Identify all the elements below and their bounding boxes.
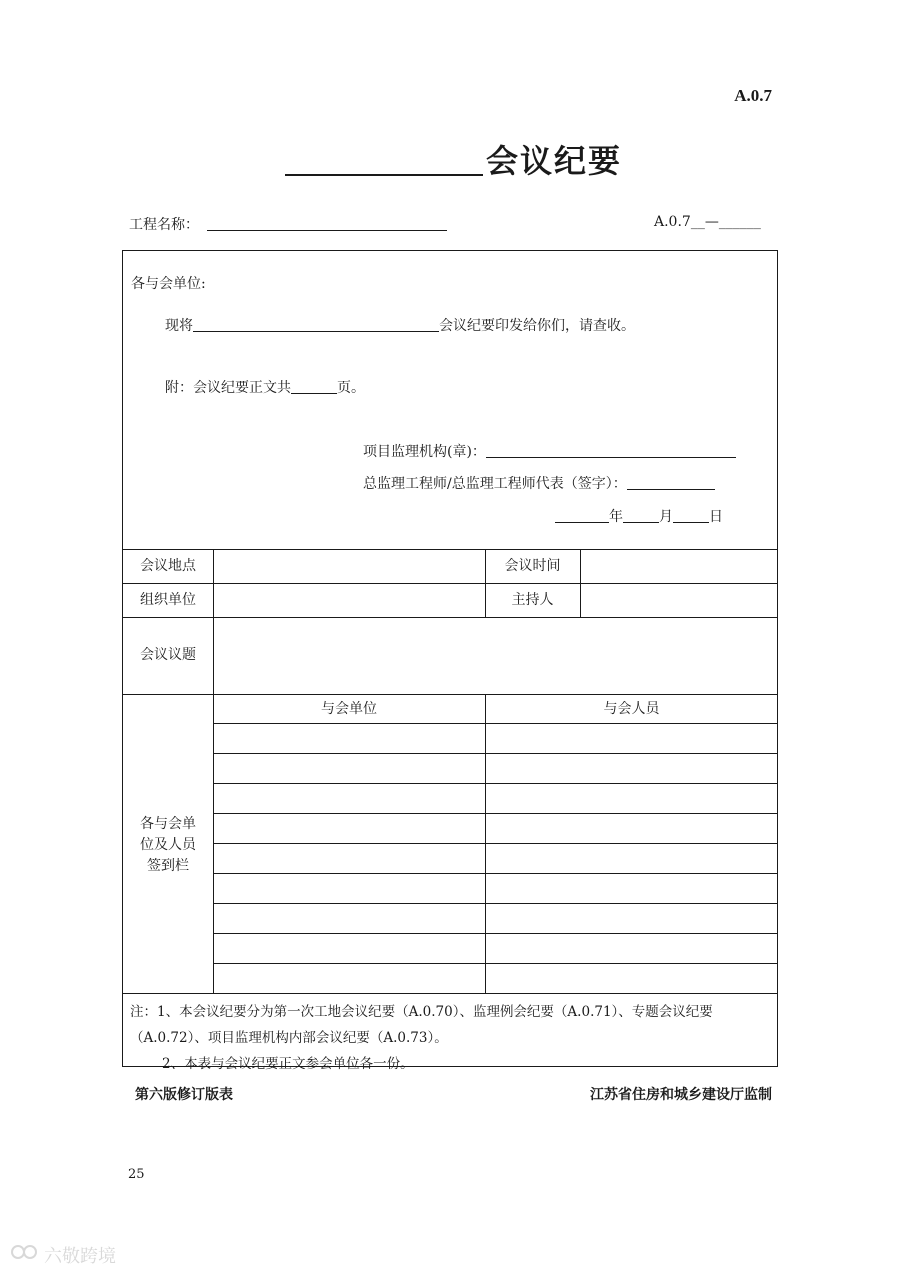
table-rule (123, 549, 778, 550)
signin-rule (213, 873, 778, 874)
signin-label-line: 各与会单 (140, 816, 196, 832)
attach-prefix: 附：会议纪要正文共 (165, 380, 291, 396)
day-blank (673, 508, 709, 523)
engineer-blank (627, 475, 715, 490)
issue-suffix: 会议纪要印发给你们，请查收。 (439, 318, 635, 334)
agency-label: 项目监理机构(章)： (363, 444, 486, 460)
time-label: 会议时间 (504, 558, 561, 574)
project-name-label: 工程名称： (129, 217, 199, 233)
signin-rule (213, 903, 778, 904)
signin-label-line: 位及人员 (140, 837, 196, 853)
label-column-rule (213, 549, 214, 993)
engineer-label: 总监理工程师/总监理工程师代表（签字）： (363, 476, 627, 492)
watermark-text: 六敬跨境 (44, 1245, 116, 1267)
signin-rule (213, 783, 778, 784)
signin-rule (213, 933, 778, 934)
attach-suffix: 页。 (337, 380, 365, 396)
table-rule (123, 993, 778, 994)
signin-label (123, 814, 213, 877)
signin-column-rule (485, 694, 486, 993)
col-unit-header: 与会单位 (321, 701, 377, 717)
page-count-blank (291, 379, 337, 394)
location-label: 会议地点 (140, 558, 196, 574)
recipients-label: 各与会单位: (131, 276, 206, 292)
month-label: 月 (659, 509, 673, 525)
title-blank-line (285, 174, 483, 176)
mid-column-rule (580, 549, 581, 617)
organizer-label: 组织单位 (140, 592, 196, 608)
signin-rule (213, 753, 778, 754)
page-title: 会议纪要 (486, 142, 623, 180)
date-line (555, 506, 723, 526)
agency-line (363, 441, 736, 461)
form-frame (122, 250, 778, 1067)
issue-blank (193, 317, 439, 332)
col-person-header: 与会人员 (603, 701, 660, 717)
engineer-line (363, 473, 715, 493)
table-rule (123, 694, 778, 695)
month-blank (623, 508, 659, 523)
form-number: A.0.7__—______ (654, 214, 761, 230)
table-rule (123, 617, 778, 618)
signin-rule (213, 963, 778, 964)
signin-label-line: 签到栏 (147, 858, 189, 874)
footer-edition: 第六版修订版表 (135, 1087, 233, 1103)
year-blank (555, 508, 609, 523)
note-line-2: 2、本表与会议纪要正文参会单位各一份。 (162, 1056, 414, 1072)
issue-prefix: 现将 (165, 318, 193, 334)
year-label: 年 (609, 509, 623, 525)
agency-blank (486, 443, 736, 458)
topic-label: 会议议题 (140, 647, 196, 663)
footer-issuer: 江苏省住房和城乡建设厅监制 (590, 1087, 772, 1103)
project-name-blank (207, 230, 447, 231)
day-label: 日 (709, 509, 723, 525)
host-label: 主持人 (511, 592, 554, 608)
note-line-1: 注：1、本会议纪要分为第一次工地会议纪要（A.0.70）、监理例会纪要（A.0.71）、专题会议纪要（A.0.72）、项目监理机构内部会议纪要（A.0.73）。 (130, 1004, 713, 1046)
page-number: 25 (128, 1167, 145, 1182)
issue-line (165, 315, 635, 335)
watermark (10, 1241, 116, 1268)
notes (130, 999, 775, 1077)
watermark-logo-icon (10, 1241, 40, 1268)
attachment-line (165, 377, 365, 397)
signin-rule (213, 843, 778, 844)
form-code: A.0.7 (734, 86, 772, 105)
table-rule (123, 583, 778, 584)
signin-rule (213, 813, 778, 814)
signin-rule (213, 723, 778, 724)
